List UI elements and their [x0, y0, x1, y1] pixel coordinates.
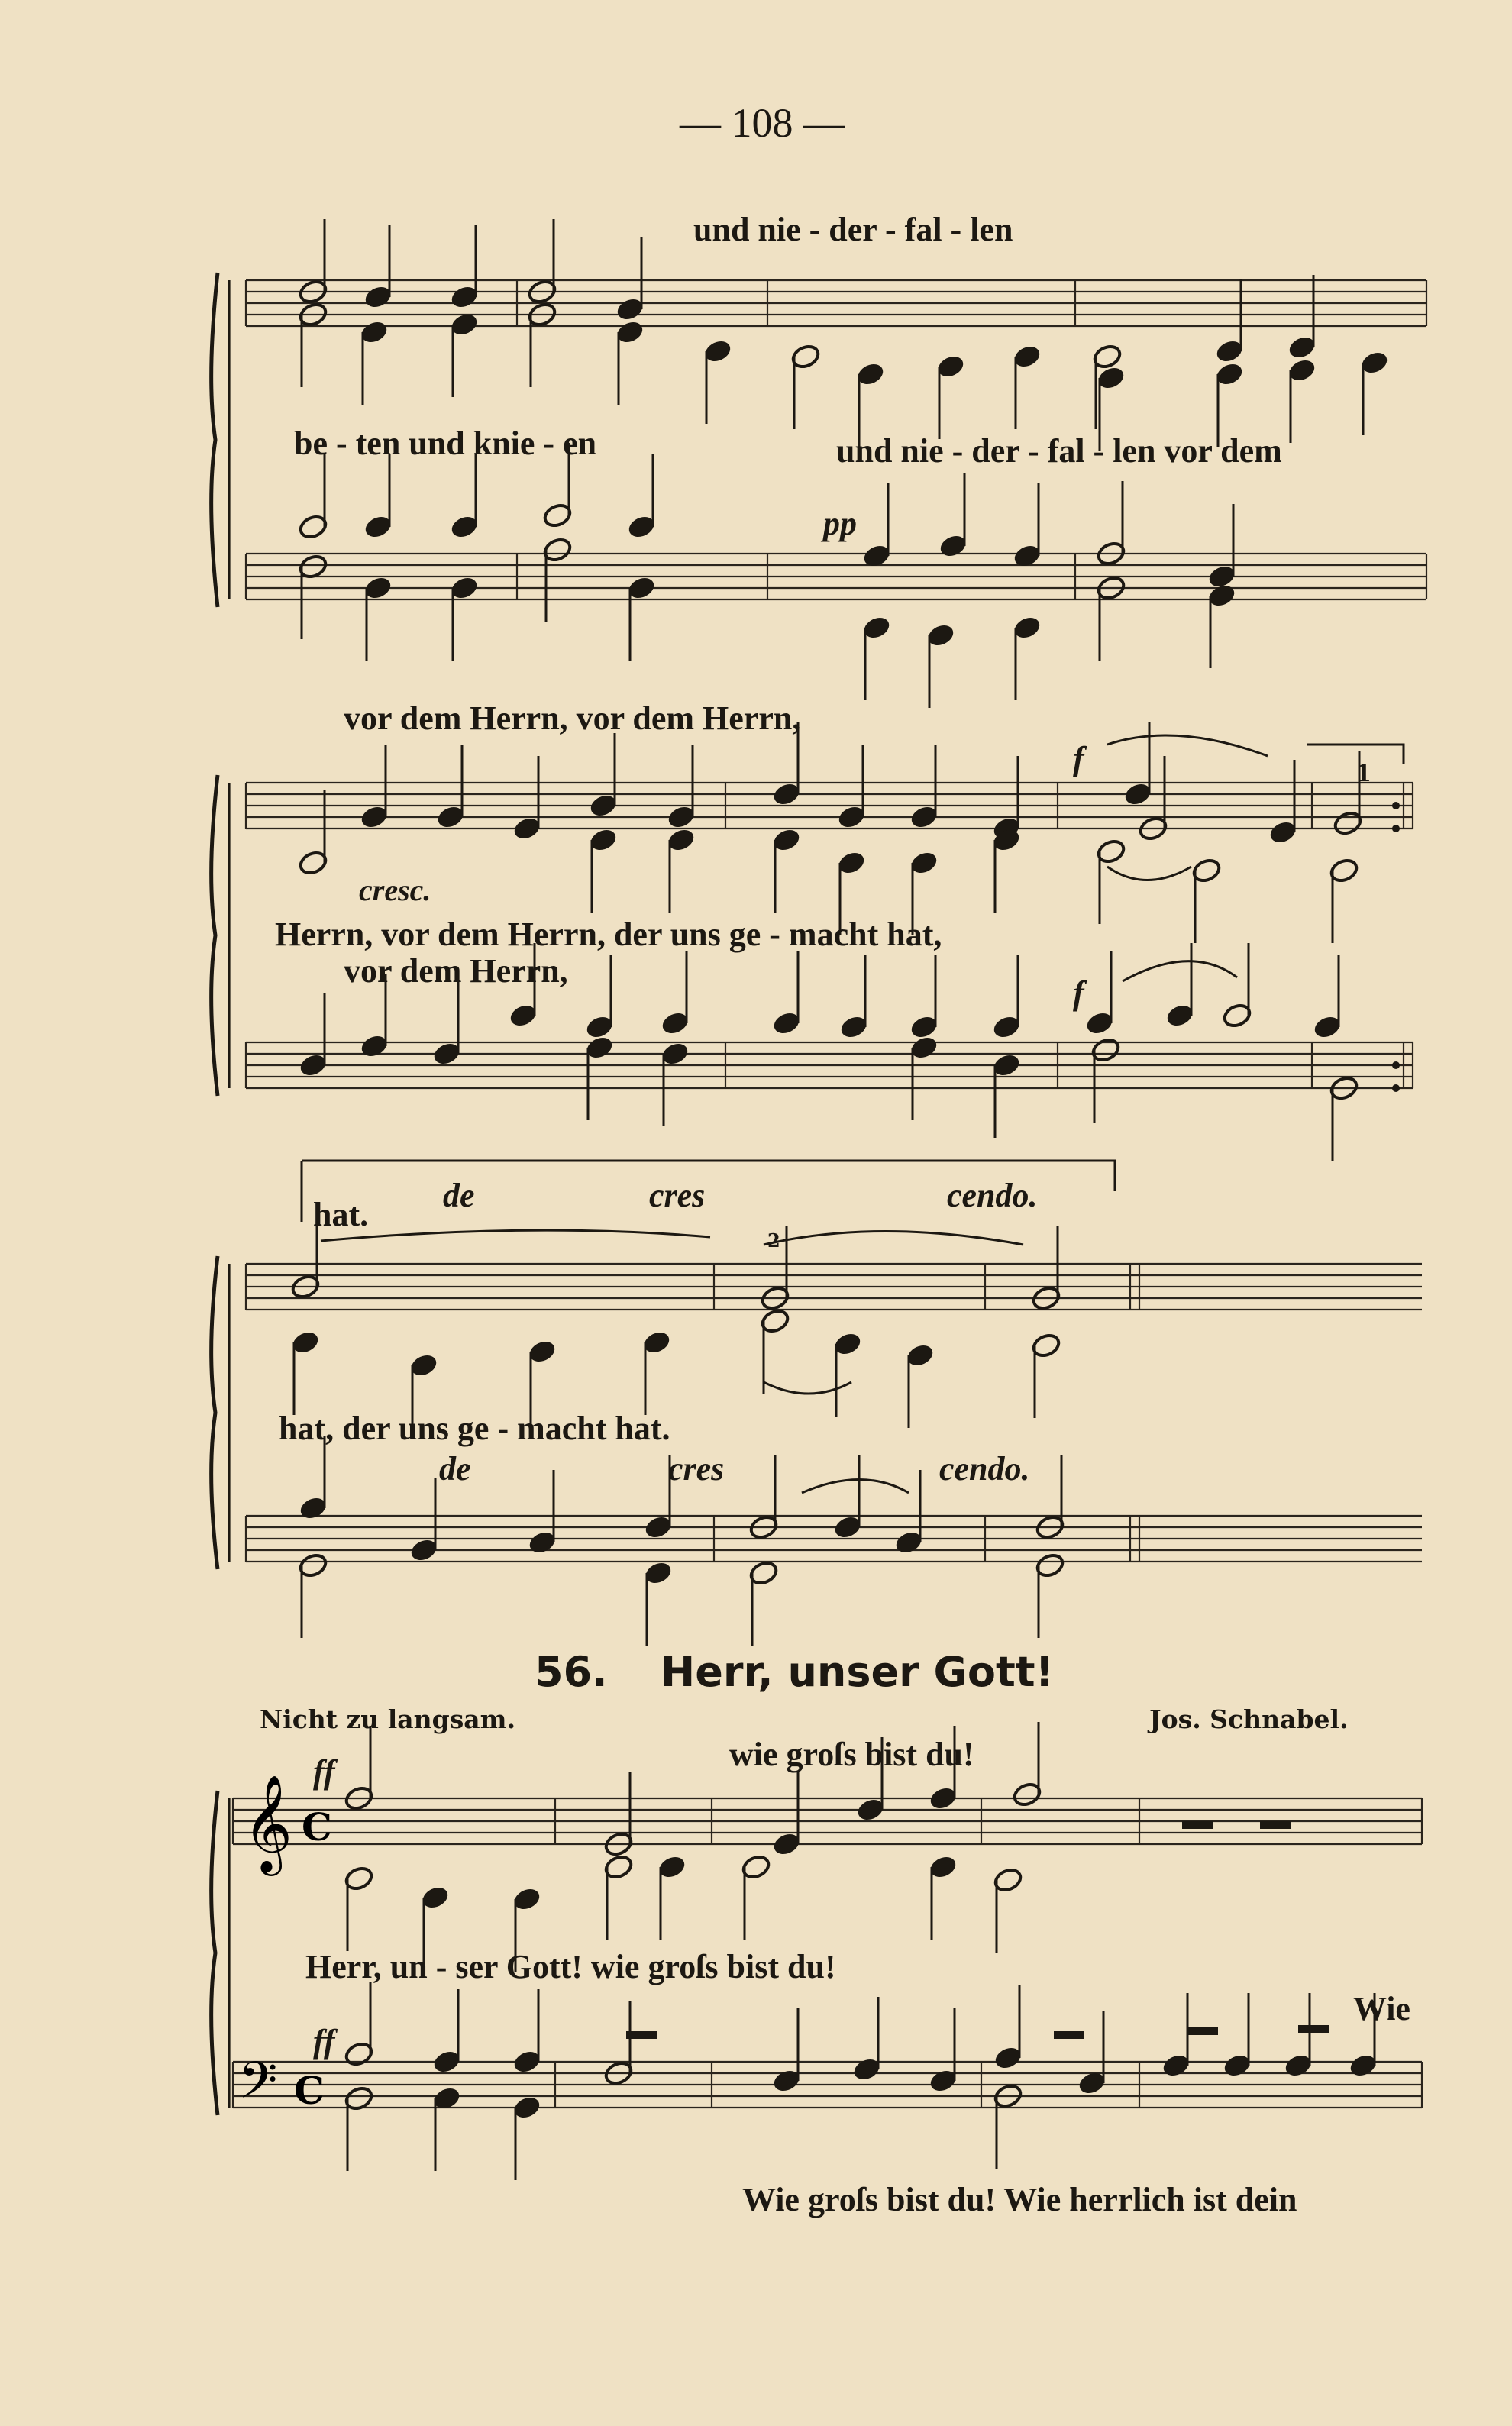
volta-1: 1 [1355, 761, 1371, 787]
slur [764, 1232, 1023, 1245]
decresc-cendo-low: cendo. [939, 1450, 1030, 1488]
lyric-s2-low: vor dem Herrn, [344, 952, 568, 990]
tempo-marking: Nicht zu langsam. [260, 1704, 516, 1734]
dynamic-ff-upper: ff [313, 1753, 335, 1791]
staff-s2-lower [246, 1042, 1413, 1088]
bass-clef-icon: 𝄢 [238, 2051, 278, 2122]
piece-number: 56. [535, 1648, 608, 1696]
slur [1107, 735, 1268, 756]
cresc-label: cresc. [359, 873, 431, 907]
staff-s1-upper [246, 280, 1426, 326]
staff-s4-upper [233, 1798, 1422, 1844]
decresc-de-low: de [439, 1450, 471, 1488]
treble-clef-icon: 𝄞 [243, 1774, 293, 1872]
slur [321, 1230, 710, 1241]
lyric-s3-hat: hat. [313, 1196, 369, 1233]
decresc-cres: cres [649, 1177, 706, 1214]
piece-title: Herr, unser Gott! [661, 1648, 1055, 1696]
lyric-s2-above: vor dem Herrn, vor dem Herrn, [344, 699, 801, 737]
lyric-s4-wie: Wie [1353, 1990, 1410, 2027]
composer: Jos. Schnabel. [1149, 1704, 1349, 1734]
common-time-icon: C [294, 2068, 325, 2113]
slur [1123, 961, 1237, 981]
dynamic-f-lower: f [1073, 974, 1084, 1012]
repeat-dot [1392, 802, 1400, 809]
repeat-dot [1392, 825, 1400, 832]
lyric-s4-mid: Herr, un - ser Gott! wie groſs bist du! [305, 1948, 836, 1985]
system-brace [212, 775, 218, 1096]
repeat-dot [1392, 1061, 1400, 1069]
slur [1107, 867, 1191, 880]
lyric-s2-mid: Herrn, vor dem Herrn, der uns ge - macht hat, [275, 916, 942, 953]
rest-icon [1182, 1821, 1213, 1829]
lyric-s1-above: und nie - der - fal - len [693, 211, 1013, 248]
lyric-s1-mid: be - ten und knie - en [294, 425, 597, 462]
system-brace [212, 273, 218, 607]
staff-s2-upper [246, 783, 1413, 829]
system-brace [212, 1791, 218, 2115]
rest-icon [626, 2031, 657, 2039]
staff-s1-lower [246, 554, 1426, 599]
decresc-de: de [443, 1177, 475, 1214]
common-time-icon: C [302, 1804, 332, 1849]
dynamic-f-upper: f [1073, 740, 1084, 777]
system-brace [212, 1256, 218, 1569]
repeat-dot [1392, 1084, 1400, 1092]
lyric-s3-mid: hat, der uns ge - macht hat. [279, 1410, 670, 1447]
rest-icon [1260, 1821, 1291, 1829]
decresc-cres-low: cres [668, 1450, 725, 1488]
slur [802, 1480, 909, 1494]
lyric-s4-bottom: Wie groſs bist du! Wie herrlich ist dein [742, 2181, 1297, 2218]
slur [764, 1382, 851, 1394]
page-number: — 108 — [680, 100, 845, 146]
dynamic-ff-lower: ff [313, 2023, 335, 2060]
decresc-cendo: cendo. [947, 1177, 1038, 1214]
lyric-s4-above: wie groſs bist du! [729, 1736, 974, 1773]
rest-icon [1298, 2025, 1329, 2033]
rest-icon [1187, 2027, 1218, 2035]
volta-2: 2 [767, 1229, 780, 1252]
dynamic-pp: pp [823, 505, 857, 542]
rest-icon [1054, 2031, 1084, 2039]
lyric-s1-mid-2: und nie - der - fal - len vor dem [836, 432, 1282, 470]
staff-s3-upper [246, 1264, 1422, 1310]
